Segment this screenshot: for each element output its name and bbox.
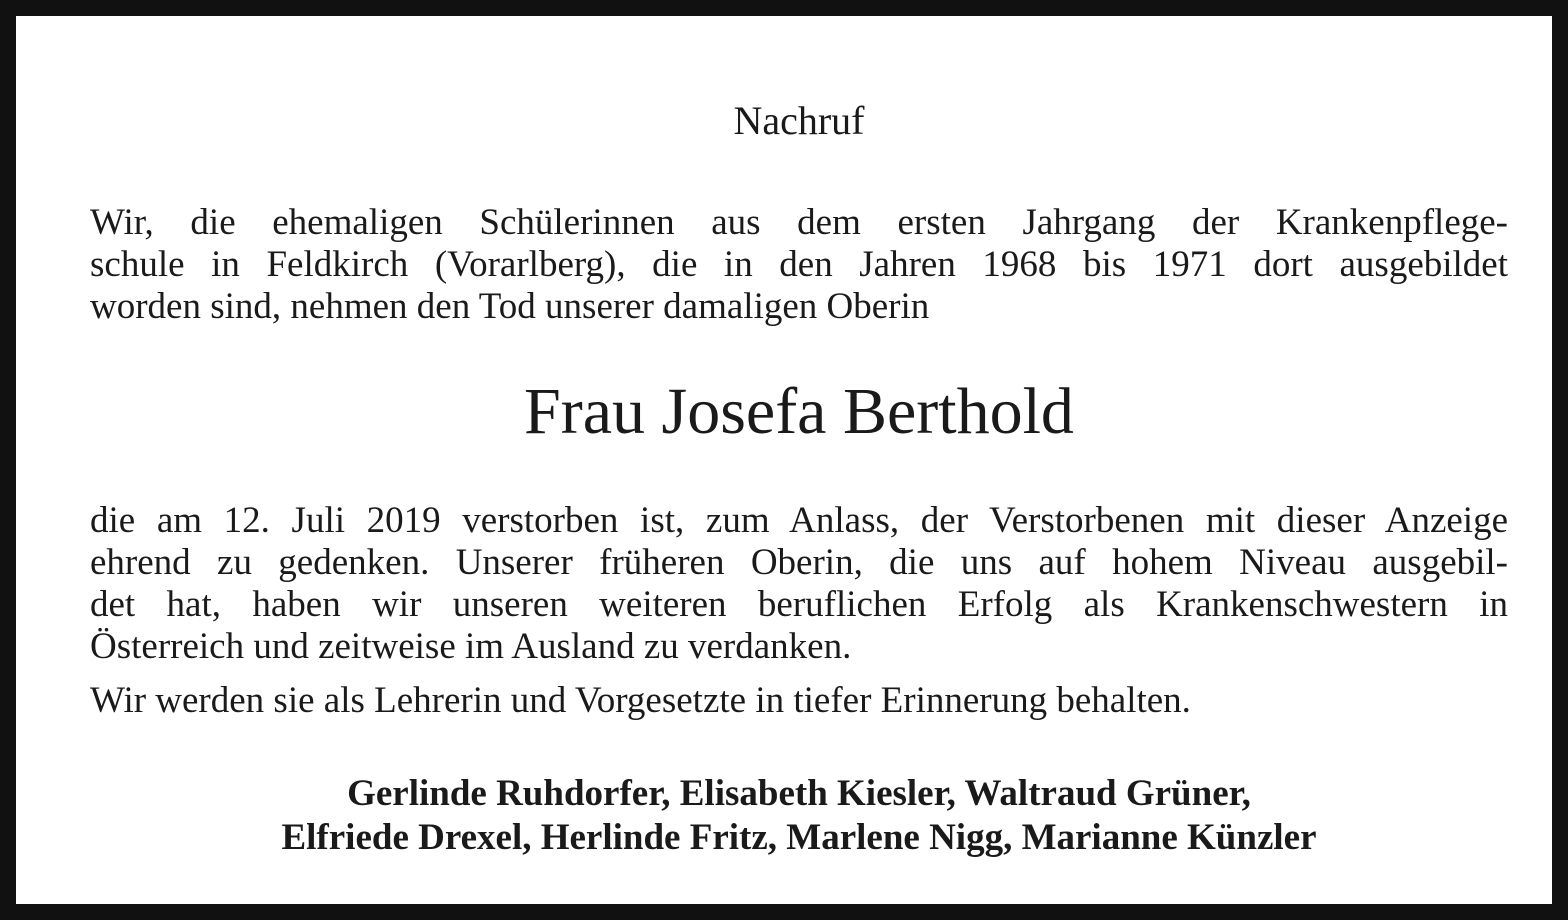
closing-paragraph xyxy=(90,680,1508,722)
body-line: Österreich und zeitweise im Ausland zu verdanken. xyxy=(90,626,852,667)
obituary-heading: Nachruf xyxy=(733,98,865,143)
body-line: ehrend zu gedenken. Unserer früheren Oberin, die uns auf hohem Niveau ausgebil- xyxy=(90,542,1508,583)
intro-paragraph xyxy=(90,202,1508,328)
signer-line: Gerlinde Ruhdorfer, Elisabeth Kiesler, Waltraud Grüner, xyxy=(347,773,1251,814)
body-line: die am 12. Juli 2019 verstorben ist, zum Anlass, der Verstorbenen mit dieser Anzeige xyxy=(90,500,1508,541)
signers-block xyxy=(90,772,1508,860)
deceased-name: Frau Josefa Berthold xyxy=(524,375,1074,448)
body-line: det hat, haben wir unseren weiteren beruflichen Erfolg als Krankenschwestern in xyxy=(90,584,1508,625)
body-paragraph xyxy=(90,500,1508,668)
signer-line: Elfriede Drexel, Herlinde Fritz, Marlene Nigg, Marianne Künzler xyxy=(281,817,1317,858)
intro-line: Wir, die ehemaligen Schülerinnen aus dem ersten Jahrgang der Krankenpflege- xyxy=(90,202,1508,243)
closing-line: Wir werden sie als Lehrerin und Vorgesetzte in tiefer Erinnerung behalten. xyxy=(90,680,1191,721)
intro-line: schule in Feldkirch (Vorarlberg), die in den Jahren 1968 bis 1971 dort ausgebildet xyxy=(90,244,1508,285)
intro-line: worden sind, nehmen den Tod unserer damaligen Oberin xyxy=(90,286,930,327)
